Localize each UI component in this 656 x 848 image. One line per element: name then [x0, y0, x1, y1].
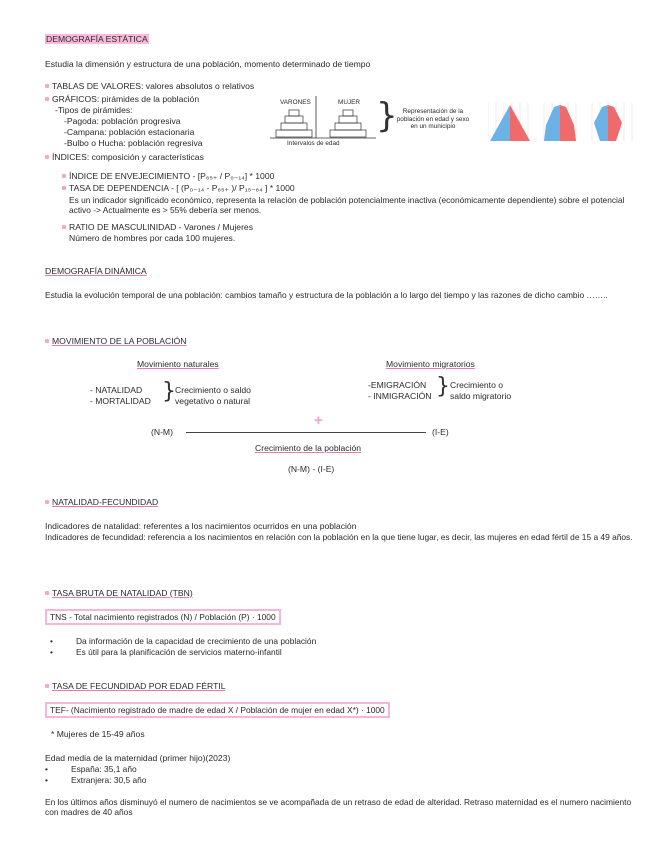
- bullet-icon: [62, 186, 66, 190]
- bullet-icon: [45, 97, 49, 101]
- diagram-mujer-label: MUJER: [338, 99, 361, 106]
- nm-label: (N-M): [151, 427, 173, 437]
- crec-mig-1: Crecimiento o: [450, 380, 504, 390]
- tef-formula-box: TEF- (Nacimiento registrado de madre de edad X / Población de mujer en edad X*) · 1000: [45, 702, 390, 718]
- bullet-icon: [45, 684, 49, 688]
- bullet-icon: [45, 84, 49, 88]
- section-title-dinamica: DEMOGRAFÍA DINÁMICA: [45, 266, 147, 276]
- bulbo-item: -Bulbo o Hucha: población regresiva: [64, 138, 203, 148]
- dependencia-item: TASA DE DEPENDENCIA - [ (P₀₋₁₄ - P₆₅₊ )/ P₁₅₋₆₄ ] * 1000: [62, 183, 295, 193]
- masculinidad-item: RATIO DE MASCULINIDAD - Varones / Mujeres: [62, 222, 253, 232]
- tef-closing: En los últimos años disminuyó el numero de nacimientos se ve acompañada de un retraso de edad de alteridad. Retraso maternidad es el numero nacimiento con madres de 40 años: [45, 797, 632, 818]
- crec-saldo-2: vegetativo o natural: [175, 396, 251, 406]
- diagram-representacion: Representación de la población en edad y sexo en un municipio: [396, 108, 470, 131]
- crec-mig-2: saldo migratorio: [450, 391, 512, 401]
- natalidad-line2: Indicadores de fecundidad: referencia a los nacimientos en relación con la población en la que tiene lugar, es decir, las mujeres en edad fértil de 15 a 49 años.: [45, 532, 633, 542]
- edad-espana: • España: 35,1 año: [71, 764, 137, 774]
- movimiento-heading: MOVIMIENTO DE LA POBLACIÓN: [45, 336, 187, 346]
- crecimiento-formula: (N-M) - (I-E): [288, 464, 335, 474]
- campana-item: -Campana: población estacionaria: [64, 127, 195, 137]
- crec-saldo-1: Crecimiento o saldo: [175, 385, 251, 395]
- diagram-varones-label: VARONES: [280, 99, 311, 106]
- natalidad-label: - NATALIDAD: [90, 385, 143, 395]
- bullet-icon: [45, 500, 49, 504]
- bulbo-pyramid-female: [608, 105, 622, 141]
- graficos-item: GRÁFICOS: pirámides de la población: [45, 94, 199, 104]
- tbn-bullet-2: • Es útil para la planificación de servicios materno-infantil: [76, 647, 282, 657]
- pyramid-types-figure: [488, 103, 638, 143]
- dependencia-desc: Es un indicador significado económico, representa la relación de población potencialmente inactiva (económicamente dependiente) sobre el potencial activo -> Actualmente es > 55% debería ser menos.: [69, 195, 625, 216]
- estatica-intro: Estudia la dimensión y estructura de una población, momento determinado de tiempo: [45, 59, 371, 69]
- bullet-icon: [45, 591, 49, 595]
- envejecimiento-item: ÍNDICE DE ENVEJECIMIENTO - [P₆₅₊ / P₀₋₁₄] * 1000: [62, 171, 274, 181]
- plus-sign: +: [314, 412, 323, 429]
- indices-item: ÍNDICES: composición y características: [45, 152, 204, 162]
- tbn-formula-box: TNS - Total nacimiento registrados (N) / Población (P) · 1000: [45, 609, 281, 625]
- bullet-icon: [62, 174, 66, 178]
- section-title-estatica: DEMOGRAFÍA ESTÁTICA: [46, 34, 148, 44]
- bulbo-pyramid-male: [594, 105, 608, 141]
- pagoda-item: -Pagoda: población progresiva: [64, 116, 181, 126]
- mov-migratorios: Movimiento migratorios: [386, 359, 475, 369]
- mortalidad-label: - MORTALIDAD: [90, 396, 151, 406]
- bullet-icon: [45, 339, 49, 343]
- diagram-brace: }: [376, 96, 398, 136]
- natalidad-heading: NATALIDAD-FECUNDIDAD: [45, 497, 158, 507]
- pagoda-pyramid-male: [490, 105, 510, 141]
- tef-note: * Mujeres de 15-49 años: [51, 729, 145, 739]
- tablas-item: TABLAS DE VALORES: valores absolutos o relativos: [45, 81, 254, 91]
- migratorio-brace: }: [436, 374, 450, 399]
- edad-extranjera: • Extranjera: 30,5 año: [71, 775, 146, 785]
- tbn-heading: TASA BRUTA DE NATALIDAD (TBN): [45, 588, 193, 598]
- ie-label: (I-E): [432, 427, 449, 437]
- crecimiento-label: Crecimiento de la población: [255, 443, 362, 453]
- tipos-label: -Tipos de pirámides:: [55, 105, 133, 115]
- inmigracion-label: - INMIGRACIÓN: [368, 391, 432, 401]
- bullet-icon: [45, 155, 49, 159]
- edad-media-title: Edad media de la maternidad (primer hijo)(2023): [45, 753, 231, 763]
- bullet-icon: [62, 225, 66, 229]
- emigracion-label: -EMIGRACIÓN: [368, 380, 427, 390]
- dinamica-intro: Estudia la evolución temporal de una población: cambios tamaño y estructura de la población a lo largo del tiempo y las razones de dicho cambio ……..: [45, 290, 608, 300]
- natural-brace: }: [162, 379, 176, 404]
- diagram-intervalos-label: Intervalos de edad: [287, 140, 340, 147]
- natalidad-line1: Indicadores de natalidad: referentes a los nacimientos ocurridos en una población: [45, 521, 357, 531]
- mov-naturales: Movimiento naturales: [137, 359, 219, 369]
- growth-line: [186, 432, 426, 433]
- tbn-bullet-1: • Da información de la capacidad de crecimiento de una población: [76, 636, 316, 646]
- tef-heading: TASA DE FECUNDIDAD POR EDAD FÉRTIL: [45, 681, 226, 691]
- masculinidad-desc: Número de hombres por cada 100 mujeres.: [69, 233, 236, 243]
